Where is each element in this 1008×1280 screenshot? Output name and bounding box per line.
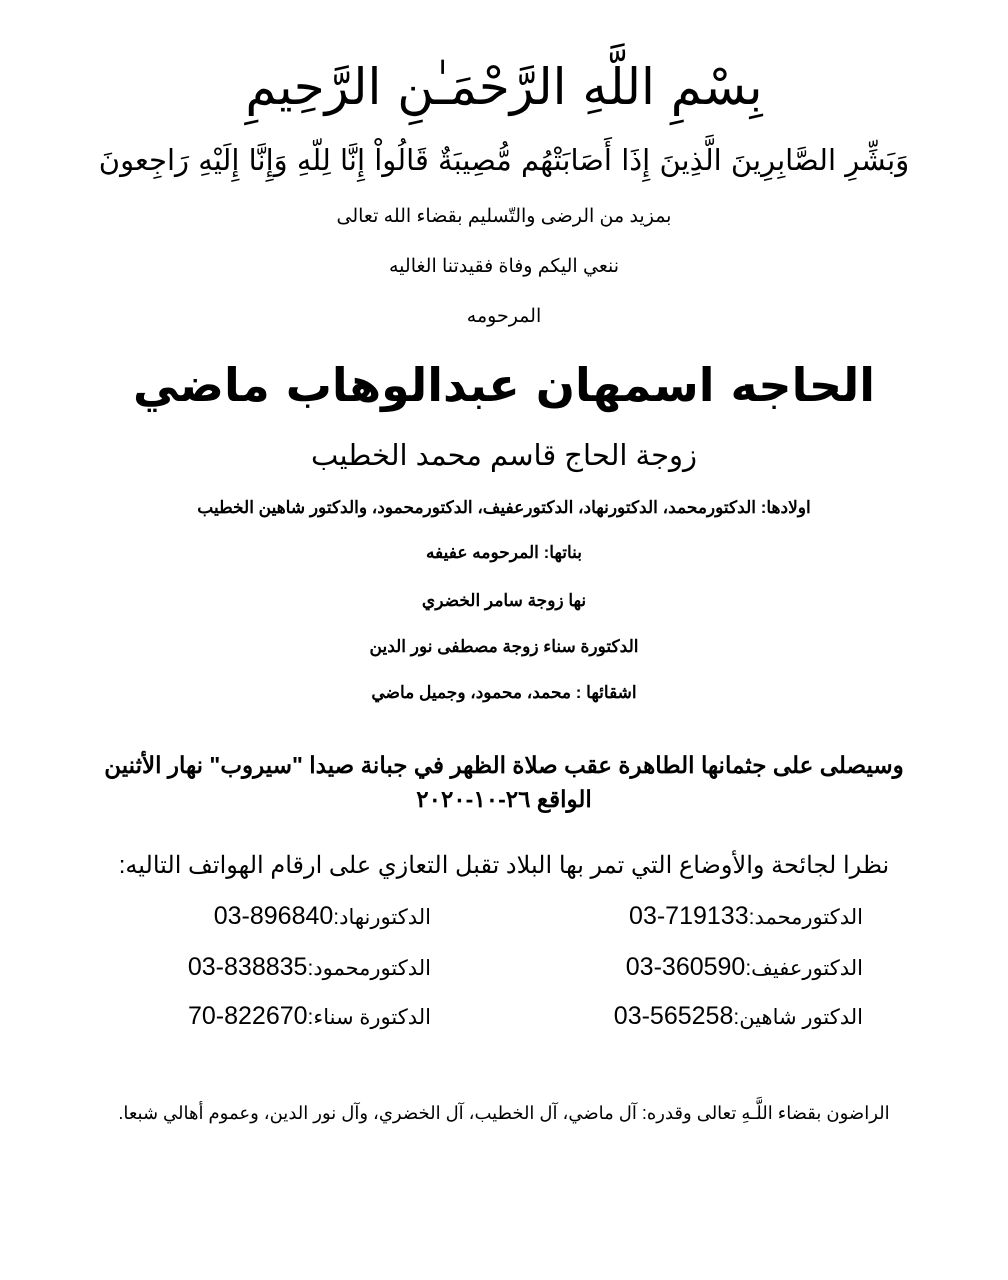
phone-label: الدكتورة سناء: — [307, 1006, 431, 1029]
phone-label: الدكتورمحمد: — [748, 906, 863, 929]
phone-number: 03-719133 — [629, 902, 749, 930]
family-brothers: اشقائها : محمد، محمود، وجميل ماضي — [371, 683, 637, 702]
intro-line-1: بمزيد من الرضى والتّسليم بقضاء الله تعالى — [336, 206, 672, 227]
basmala-heading: بِسْمِ اللَّهِ الرَّحْمَـٰنِ الرَّحِيمِ — [245, 58, 763, 116]
phone-label: الدكتورمحمود: — [307, 957, 431, 980]
deceased-spouse: زوجة الحاج قاسم محمد الخطيب — [310, 440, 698, 472]
condolences-intro: نظرا لجائحة والأوضاع التي تمر بها البلاد تقبل التعازي على ارقام الهواتف التاليه: — [118, 852, 890, 879]
intro-line-2: ننعي اليكم وفاة فقيدتنا الغاليه — [388, 256, 620, 277]
family-daughters: بناتها: المرحومه عفيفه — [425, 543, 583, 562]
family-sons: اولادها: الدكتورمحمد، الدكتورنهاد، الدكتورعفيف، الدكتورمحمود، والدكتور شاهين الخطيب — [197, 498, 811, 517]
phone-entry — [188, 998, 431, 1038]
phone-number: 03-565258 — [613, 1002, 734, 1030]
deceased-name: الحاجه اسمهان عبدالوهاب ماضي — [132, 358, 876, 412]
intro-line-3: المرحومه — [466, 306, 542, 327]
phone-entry — [614, 998, 863, 1038]
phone-label: الدكتورعفيف: — [745, 957, 863, 980]
family-daughter-3: الدكتورة سناء زوجة مصطفى نور الدين — [369, 637, 639, 656]
funeral-line-1: وسيصلى على جثمانها الطاهرة عقب صلاة الظهر في جبانة صيدا "سيروب" نهار الأثنين — [104, 752, 904, 778]
phone-entry — [626, 949, 863, 989]
phone-number: 03-896840 — [213, 902, 334, 930]
funeral-line-2: الواقع ٢٦-١٠-٢٠٢٠ — [416, 786, 592, 812]
phone-entry — [214, 898, 431, 938]
quran-verse: وَبَشِّرِ الصَّابِرِينَ الَّذِينَ إِذَا أَصَابَتْهُم مُّصِيبَةٌ قَالُواْ إِنَّا لِلّهِ وَإِنَّا إِلَيْهِ رَاجِعونَ — [98, 143, 910, 177]
phone-number: 03-838835 — [187, 953, 308, 981]
phone-label: الدكتورنهاد: — [333, 906, 431, 929]
phone-number: 70-822670 — [187, 1002, 308, 1030]
phone-entry — [629, 898, 863, 938]
phone-number: 03-360590 — [625, 953, 746, 981]
phone-entry — [188, 949, 431, 989]
phone-label: الدكتور شاهين: — [733, 1006, 863, 1029]
funeral-announcement — [40, 748, 968, 816]
family-daughter-2: نها زوجة سامر الخضري — [421, 591, 587, 610]
mourners-footer: الراضون بقضاء اللَّـهِ تعالى وقدره: آل ماضي، آل الخطيب، آل الخضري، وآل نور الدين، وعموم أهالي شبعا. — [118, 1103, 890, 1123]
